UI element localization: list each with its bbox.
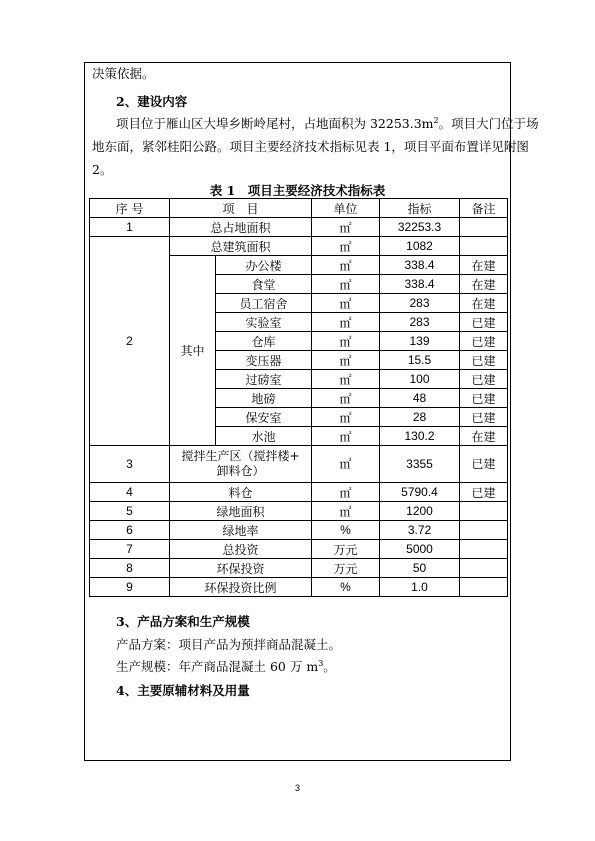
row-item-line1: 搅拌生产区（搅拌楼+ [181, 449, 300, 463]
row-no: 1 [90, 218, 170, 237]
section2-para-line1: 项目位于雁山区大埠乡断岭尾村，占地面积为 $32253.3m^2$。项目大门位于场 [116, 115, 539, 131]
row-note [460, 502, 508, 521]
row-note [460, 540, 508, 559]
row-item: 料仓 [170, 483, 312, 502]
section2-heading: 2、建设内容 [116, 94, 188, 109]
row-no: 7 [90, 540, 170, 559]
row-note: 在建 [460, 256, 508, 275]
row-no: 4 [90, 483, 170, 502]
table1-caption: 表 1 项目主要经济技术指标表 [209, 183, 386, 198]
row-no: 6 [90, 521, 170, 540]
row-unit: ㎡ [312, 237, 380, 256]
row-no: 2 [90, 237, 170, 446]
row-note: 已建 [460, 370, 508, 389]
row-item: 绿地率 [170, 521, 312, 540]
row-value: 283 [380, 294, 460, 313]
header-item: 项 目 [170, 199, 312, 218]
section2-para-line2: 地东面，紧邻桂阳公路。项目主要经济技术指标见表 1，项目平面布置详见附图 [92, 139, 529, 154]
row-item: 过磅室 [216, 370, 312, 389]
row-item: 总建筑面积 [170, 237, 312, 256]
row-unit: % [312, 578, 380, 597]
table-row [90, 521, 508, 540]
row-unit: ㎡ [312, 218, 380, 237]
section4-heading: 4、主要原辅材料及用量 [116, 683, 250, 698]
row-value: 283 [380, 313, 460, 332]
row-value: 1082 [380, 237, 460, 256]
row-unit: 万元 [312, 559, 380, 578]
section2-para-line3: 2。 [92, 162, 113, 177]
production-scale-text: 生产规模：年产商品混凝土 60 万 $m^3$。 [116, 658, 336, 674]
row-unit: ㎡ [312, 332, 380, 351]
row-item: 食堂 [216, 275, 312, 294]
row-note: 已建 [460, 408, 508, 427]
row-item: 总投资 [170, 540, 312, 559]
row-item [170, 446, 312, 483]
row-unit: ㎡ [312, 502, 380, 521]
row-value: 28 [380, 408, 460, 427]
row-value: 3355 [380, 446, 460, 483]
row-value: 50 [380, 559, 460, 578]
row-item: 环保投资比例 [170, 578, 312, 597]
table-row [90, 483, 508, 502]
row-value: 130.2 [380, 427, 460, 446]
table-row [90, 218, 508, 237]
row-value: 5790.4 [380, 483, 460, 502]
table-row [90, 540, 508, 559]
row-note: 在建 [460, 294, 508, 313]
table-row [90, 502, 508, 521]
row-note: 已建 [460, 483, 508, 502]
row-unit: ㎡ [312, 275, 380, 294]
row-item: 总占地面积 [170, 218, 312, 237]
row-unit: ㎡ [312, 370, 380, 389]
row-value: 15.5 [380, 351, 460, 370]
table-row [90, 578, 508, 597]
row-no: 3 [90, 446, 170, 483]
table-row [90, 559, 508, 578]
row-no: 8 [90, 559, 170, 578]
row-value: 338.4 [380, 275, 460, 294]
row-note: 已建 [460, 389, 508, 408]
row-unit: ㎡ [312, 389, 380, 408]
row-item-line2: 卸料仓） [216, 464, 265, 478]
row-value: 3.72 [380, 521, 460, 540]
row-item: 办公楼 [216, 256, 312, 275]
row-item: 变压器 [216, 351, 312, 370]
header-value: 指标 [380, 199, 460, 218]
row-note [460, 578, 508, 597]
header-note: 备注 [460, 199, 508, 218]
row-note: 已建 [460, 351, 508, 370]
row-note: 已建 [460, 446, 508, 483]
indicator-table [89, 198, 508, 597]
row-note [460, 237, 508, 256]
row-unit: ㎡ [312, 408, 380, 427]
row-unit: % [312, 521, 380, 540]
row-value: 48 [380, 389, 460, 408]
page-number: 3 [294, 783, 300, 793]
row-unit: ㎡ [312, 313, 380, 332]
row-item: 员工宿舍 [216, 294, 312, 313]
row-note: 已建 [460, 313, 508, 332]
row-item: 绿地面积 [170, 502, 312, 521]
row-unit: ㎡ [312, 294, 380, 313]
table-row [90, 446, 508, 483]
row-unit: 万元 [312, 540, 380, 559]
section3-heading: 3、产品方案和生产规模 [116, 614, 250, 629]
row-unit: ㎡ [312, 446, 380, 483]
row-item: 实验室 [216, 313, 312, 332]
row-value: 338.4 [380, 256, 460, 275]
row-value: 1.0 [380, 578, 460, 597]
row-value: 5000 [380, 540, 460, 559]
row-item: 地磅 [216, 389, 312, 408]
header-no: 序 号 [90, 199, 170, 218]
row-value: 100 [380, 370, 460, 389]
row-item: 环保投资 [170, 559, 312, 578]
row-note: 已建 [460, 332, 508, 351]
row-unit: ㎡ [312, 483, 380, 502]
row-item: 保安室 [216, 408, 312, 427]
row-note [460, 218, 508, 237]
row-group-label: 其中 [170, 256, 216, 446]
row-note: 在建 [460, 275, 508, 294]
row-no: 5 [90, 502, 170, 521]
row-unit: ㎡ [312, 256, 380, 275]
row-item: 水池 [216, 427, 312, 446]
intro-tail-text: 决策依据。 [92, 66, 155, 81]
row-unit: ㎡ [312, 427, 380, 446]
table-row [90, 237, 508, 256]
row-value: 32253.3 [380, 218, 460, 237]
table-header-row [90, 199, 508, 218]
header-unit: 单位 [312, 199, 380, 218]
row-item: 仓库 [216, 332, 312, 351]
row-value: 1200 [380, 502, 460, 521]
row-note: 在建 [460, 427, 508, 446]
row-value: 139 [380, 332, 460, 351]
row-note [460, 559, 508, 578]
product-plan-text: 产品方案：项目产品为预拌商品混凝土。 [116, 637, 342, 652]
row-no: 9 [90, 578, 170, 597]
row-unit: ㎡ [312, 351, 380, 370]
row-note [460, 521, 508, 540]
